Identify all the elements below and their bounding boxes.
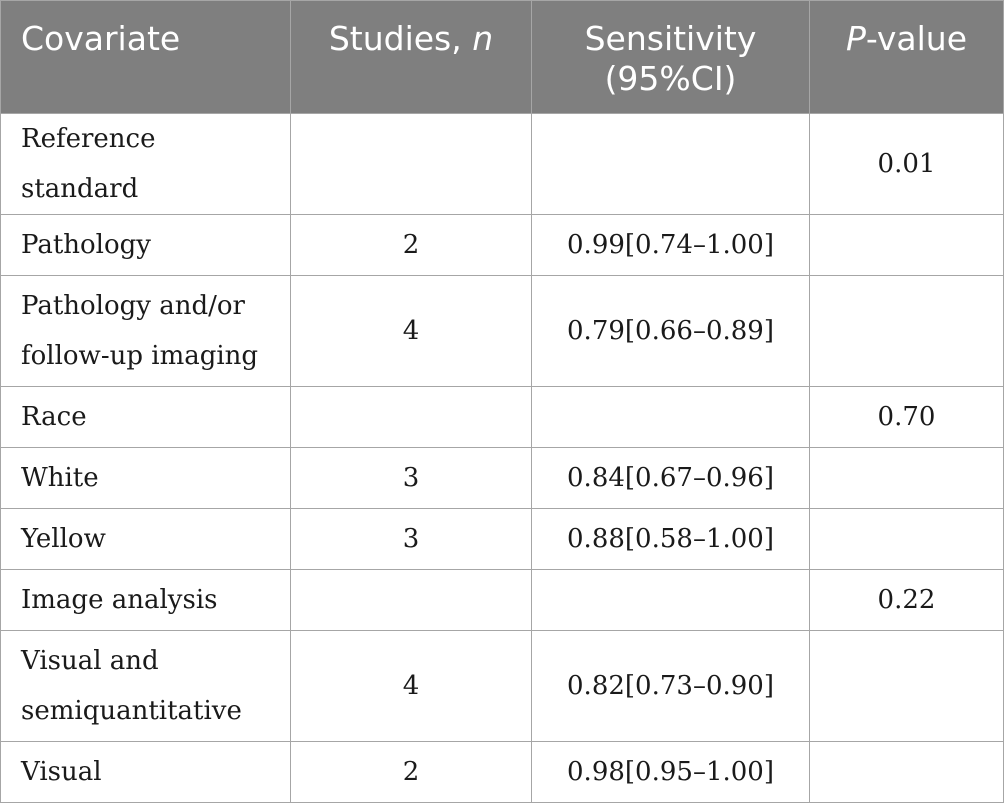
cell-sensitivity: 0.82[0.73–0.90] bbox=[532, 631, 810, 742]
cell-studies: 3 bbox=[291, 448, 532, 509]
cell-sensitivity: 0.98[0.95–1.00] bbox=[532, 742, 810, 803]
table-row bbox=[1, 570, 1004, 631]
cell-sensitivity bbox=[532, 387, 810, 448]
cell-pvalue: 0.70 bbox=[810, 387, 1004, 448]
cell-pvalue bbox=[810, 742, 1004, 803]
cell-studies bbox=[291, 387, 532, 448]
cell-studies: 3 bbox=[291, 509, 532, 570]
cell-sensitivity: 0.79[0.66–0.89] bbox=[532, 276, 810, 387]
table-header bbox=[1, 1, 1004, 114]
cell-sensitivity bbox=[532, 114, 810, 215]
cell-covariate: Pathology bbox=[1, 215, 291, 276]
cell-pvalue bbox=[810, 631, 1004, 742]
cell-studies: 2 bbox=[291, 742, 532, 803]
table-body bbox=[1, 114, 1004, 803]
cell-pvalue bbox=[810, 509, 1004, 570]
table-row bbox=[1, 448, 1004, 509]
cell-sensitivity: 0.99[0.74–1.00] bbox=[532, 215, 810, 276]
cell-pvalue bbox=[810, 215, 1004, 276]
table-row bbox=[1, 509, 1004, 570]
table-row bbox=[1, 631, 1004, 742]
header-pvalue bbox=[810, 1, 1004, 114]
header-pvalue-suffix: -value bbox=[865, 19, 968, 58]
table-row bbox=[1, 276, 1004, 387]
table-row bbox=[1, 215, 1004, 276]
header-pvalue-p: P bbox=[845, 19, 866, 58]
cell-covariate: Image analysis bbox=[1, 570, 291, 631]
cell-sensitivity: 0.84[0.67–0.96] bbox=[532, 448, 810, 509]
cell-pvalue bbox=[810, 448, 1004, 509]
cell-covariate: White bbox=[1, 448, 291, 509]
cell-pvalue: 0.22 bbox=[810, 570, 1004, 631]
cell-covariate: Pathology and/or follow-up imaging bbox=[1, 276, 291, 387]
header-sensitivity: Sensitivity (95%CI) bbox=[532, 1, 810, 114]
header-studies-n: n bbox=[472, 19, 494, 58]
cell-covariate: Yellow bbox=[1, 509, 291, 570]
table-row bbox=[1, 114, 1004, 215]
cell-covariate: Visual and semiquantitative bbox=[1, 631, 291, 742]
cell-covariate: Reference standard bbox=[1, 114, 291, 215]
cell-sensitivity bbox=[532, 570, 810, 631]
table-row bbox=[1, 387, 1004, 448]
table-row bbox=[1, 742, 1004, 803]
cell-pvalue bbox=[810, 276, 1004, 387]
header-studies-label: Studies, bbox=[328, 19, 473, 58]
cell-studies: 4 bbox=[291, 631, 532, 742]
cell-pvalue: 0.01 bbox=[810, 114, 1004, 215]
cell-studies: 4 bbox=[291, 276, 532, 387]
cell-studies bbox=[291, 114, 532, 215]
cell-sensitivity: 0.88[0.58–1.00] bbox=[532, 509, 810, 570]
cell-covariate: Race bbox=[1, 387, 291, 448]
cell-studies: 2 bbox=[291, 215, 532, 276]
cell-studies bbox=[291, 570, 532, 631]
cell-covariate: Visual bbox=[1, 742, 291, 803]
header-covariate: Covariate bbox=[1, 1, 291, 114]
header-studies bbox=[291, 1, 532, 114]
header-row bbox=[1, 1, 1004, 114]
